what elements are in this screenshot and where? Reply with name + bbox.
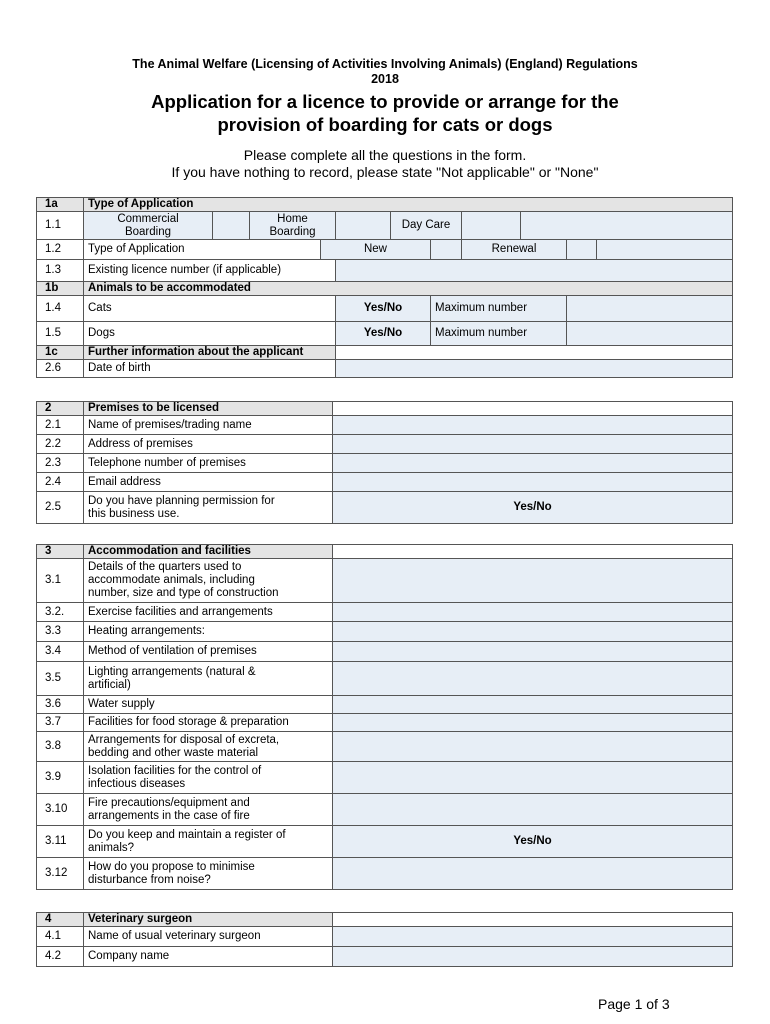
section-number: 1b	[37, 282, 84, 296]
dogs-yes-no-field[interactable]: Yes/No	[336, 322, 431, 346]
option-renewal-label: Renewal	[462, 240, 567, 260]
regulation-line-2: 2018	[371, 72, 399, 86]
noise-minimisation-field[interactable]	[333, 858, 733, 890]
row-number: 3.12	[37, 858, 84, 890]
form-title	[0, 90, 770, 136]
instructions	[0, 147, 770, 181]
row-number: 2.6	[37, 360, 84, 378]
row-label: Address of premises	[84, 435, 333, 454]
premises-telephone-field[interactable]	[333, 454, 733, 473]
row-3-9	[37, 762, 733, 794]
section-4-table	[36, 912, 733, 967]
quarters-details-field[interactable]	[333, 559, 733, 603]
cats-max-number-field[interactable]	[567, 296, 733, 322]
row-3-8	[37, 732, 733, 762]
row-3-7	[37, 714, 733, 732]
blank-cell	[336, 346, 733, 360]
row-label: Name of usual veterinary surgeon	[84, 927, 333, 947]
dogs-max-number-field[interactable]	[567, 322, 733, 346]
section-1c-header	[37, 346, 733, 360]
company-name-field[interactable]	[333, 947, 733, 967]
option-commercial-boarding-label: Commercial Boarding	[84, 212, 213, 240]
row-label: Telephone number of premises	[84, 454, 333, 473]
section-2-table	[36, 401, 733, 524]
row-number: 1.4	[37, 296, 84, 322]
row-label: Company name	[84, 947, 333, 967]
premises-address-field[interactable]	[333, 435, 733, 454]
exercise-facilities-field[interactable]	[333, 603, 733, 622]
day-care-checkbox[interactable]	[462, 212, 521, 240]
section-title: Veterinary surgeon	[84, 913, 333, 927]
commercial-boarding-checkbox[interactable]	[213, 212, 250, 240]
row-3-5	[37, 662, 733, 696]
row-label: Isolation facilities for the control of infectious diseases	[84, 762, 333, 794]
row-label: Do you have planning permission for this business use.	[84, 492, 333, 524]
page-number: Page 1 of 3	[598, 996, 670, 1012]
row-number: 2.1	[37, 416, 84, 435]
section-number: 2	[37, 402, 84, 416]
planning-permission-yes-no-field[interactable]: Yes/No	[333, 492, 733, 524]
section-number: 1c	[37, 346, 84, 360]
section-title: Type of Application	[84, 198, 733, 212]
waste-disposal-field[interactable]	[333, 732, 733, 762]
row-3-10	[37, 794, 733, 826]
option-day-care-label: Day Care	[391, 212, 462, 240]
row-label: Type of Application	[84, 240, 321, 260]
row-2-5	[37, 492, 733, 524]
row-3-2	[37, 603, 733, 622]
renewal-checkbox[interactable]	[567, 240, 597, 260]
row-label: How do you propose to minimise disturbance from noise?	[84, 858, 333, 890]
row-4-2	[37, 947, 733, 967]
row-number: 3.6	[37, 696, 84, 714]
section-number: 3	[37, 545, 84, 559]
row-number: 2.2	[37, 435, 84, 454]
form-title-line-1: Application for a licence to provide or arrange for the	[151, 91, 619, 112]
section-1b-header	[37, 282, 733, 296]
row-number: 2.4	[37, 473, 84, 492]
option-new-label: New	[321, 240, 431, 260]
fire-precautions-field[interactable]	[333, 794, 733, 826]
row-number: 3.5	[37, 662, 84, 696]
row-label: Existing licence number (if applicable)	[84, 260, 336, 282]
row-number: 2.3	[37, 454, 84, 473]
row-2-6	[37, 360, 733, 378]
row-number: 1.5	[37, 322, 84, 346]
blank-cell	[333, 402, 733, 416]
row-number: 1.2	[37, 240, 84, 260]
section-2-header	[37, 402, 733, 416]
section-3-header	[37, 545, 733, 559]
blank-cell	[597, 240, 733, 260]
row-1-5	[37, 322, 733, 346]
row-3-6	[37, 696, 733, 714]
section-title: Premises to be licensed	[84, 402, 333, 416]
cats-yes-no-field[interactable]: Yes/No	[336, 296, 431, 322]
section-1-table	[36, 197, 733, 378]
ventilation-field[interactable]	[333, 642, 733, 662]
row-label: Do you keep and maintain a register of animals?	[84, 826, 333, 858]
row-number: 3.9	[37, 762, 84, 794]
row-number: 1.1	[37, 212, 84, 240]
premises-email-field[interactable]	[333, 473, 733, 492]
row-number: 4.1	[37, 927, 84, 947]
section-title: Accommodation and facilities	[84, 545, 333, 559]
row-number: 4.2	[37, 947, 84, 967]
section-1a-header	[37, 198, 733, 212]
row-3-11	[37, 826, 733, 858]
row-number: 2.5	[37, 492, 84, 524]
row-2-1	[37, 416, 733, 435]
row-label: Heating arrangements:	[84, 622, 333, 642]
row-3-1	[37, 559, 733, 603]
option-home-boarding-label: Home Boarding	[250, 212, 336, 240]
row-label: Facilities for food storage & preparation	[84, 714, 333, 732]
row-2-3	[37, 454, 733, 473]
section-title: Animals to be accommodated	[84, 282, 733, 296]
row-label: Arrangements for disposal of excreta, bedding and other waste material	[84, 732, 333, 762]
new-checkbox[interactable]	[431, 240, 462, 260]
row-label: Lighting arrangements (natural & artificial)	[84, 662, 333, 696]
water-supply-field[interactable]	[333, 696, 733, 714]
row-number: 1.3	[37, 260, 84, 282]
row-label: Name of premises/trading name	[84, 416, 333, 435]
section-title: Further information about the applicant	[84, 346, 336, 360]
existing-licence-number-field[interactable]	[336, 260, 733, 282]
blank-cell	[333, 913, 733, 927]
row-1-1	[37, 212, 733, 240]
blank-cell	[333, 545, 733, 559]
row-3-3	[37, 622, 733, 642]
date-of-birth-field[interactable]	[336, 360, 733, 378]
row-3-4	[37, 642, 733, 662]
row-number: 3.1	[37, 559, 84, 603]
row-label: Method of ventilation of premises	[84, 642, 333, 662]
row-label: Fire precautions/equipment and arrangements in the case of fire	[84, 794, 333, 826]
row-number: 3.11	[37, 826, 84, 858]
row-number: 3.2.	[37, 603, 84, 622]
lighting-field[interactable]	[333, 662, 733, 696]
register-of-animals-yes-no-field[interactable]: Yes/No	[333, 826, 733, 858]
form-title-line-2: provision of boarding for cats or dogs	[217, 114, 553, 135]
isolation-facilities-field[interactable]	[333, 762, 733, 794]
row-number: 3.8	[37, 732, 84, 762]
row-label: Water supply	[84, 696, 333, 714]
premises-name-field[interactable]	[333, 416, 733, 435]
regulation-line-1: The Animal Welfare (Licensing of Activities Involving Animals) (England) Regulations	[132, 57, 638, 71]
section-number: 1a	[37, 198, 84, 212]
section-4-header	[37, 913, 733, 927]
instructions-line-2: If you have nothing to record, please state "Not applicable" or "None"	[171, 164, 599, 180]
regulation-heading	[0, 57, 770, 87]
row-2-4	[37, 473, 733, 492]
row-number: 3.10	[37, 794, 84, 826]
section-number: 4	[37, 913, 84, 927]
row-label: Cats	[84, 296, 336, 322]
instructions-line-1: Please complete all the questions in the form.	[243, 147, 527, 163]
section-3-table	[36, 544, 733, 890]
row-label: Date of birth	[84, 360, 336, 378]
food-storage-field[interactable]	[333, 714, 733, 732]
row-label: Email address	[84, 473, 333, 492]
row-1-2	[37, 240, 733, 260]
max-number-label: Maximum number	[431, 296, 567, 322]
row-number: 3.7	[37, 714, 84, 732]
row-number: 3.4	[37, 642, 84, 662]
row-label: Exercise facilities and arrangements	[84, 603, 333, 622]
row-number: 3.3	[37, 622, 84, 642]
row-label: Dogs	[84, 322, 336, 346]
row-4-1	[37, 927, 733, 947]
blank-cell	[521, 212, 733, 240]
row-2-2	[37, 435, 733, 454]
heating-field[interactable]	[333, 622, 733, 642]
row-label: Details of the quarters used to accommodate animals, including number, size and type of construction	[84, 559, 333, 603]
row-3-12	[37, 858, 733, 890]
row-1-4	[37, 296, 733, 322]
veterinary-surgeon-name-field[interactable]	[333, 927, 733, 947]
max-number-label: Maximum number	[431, 322, 567, 346]
home-boarding-checkbox[interactable]	[336, 212, 391, 240]
row-1-3	[37, 260, 733, 282]
